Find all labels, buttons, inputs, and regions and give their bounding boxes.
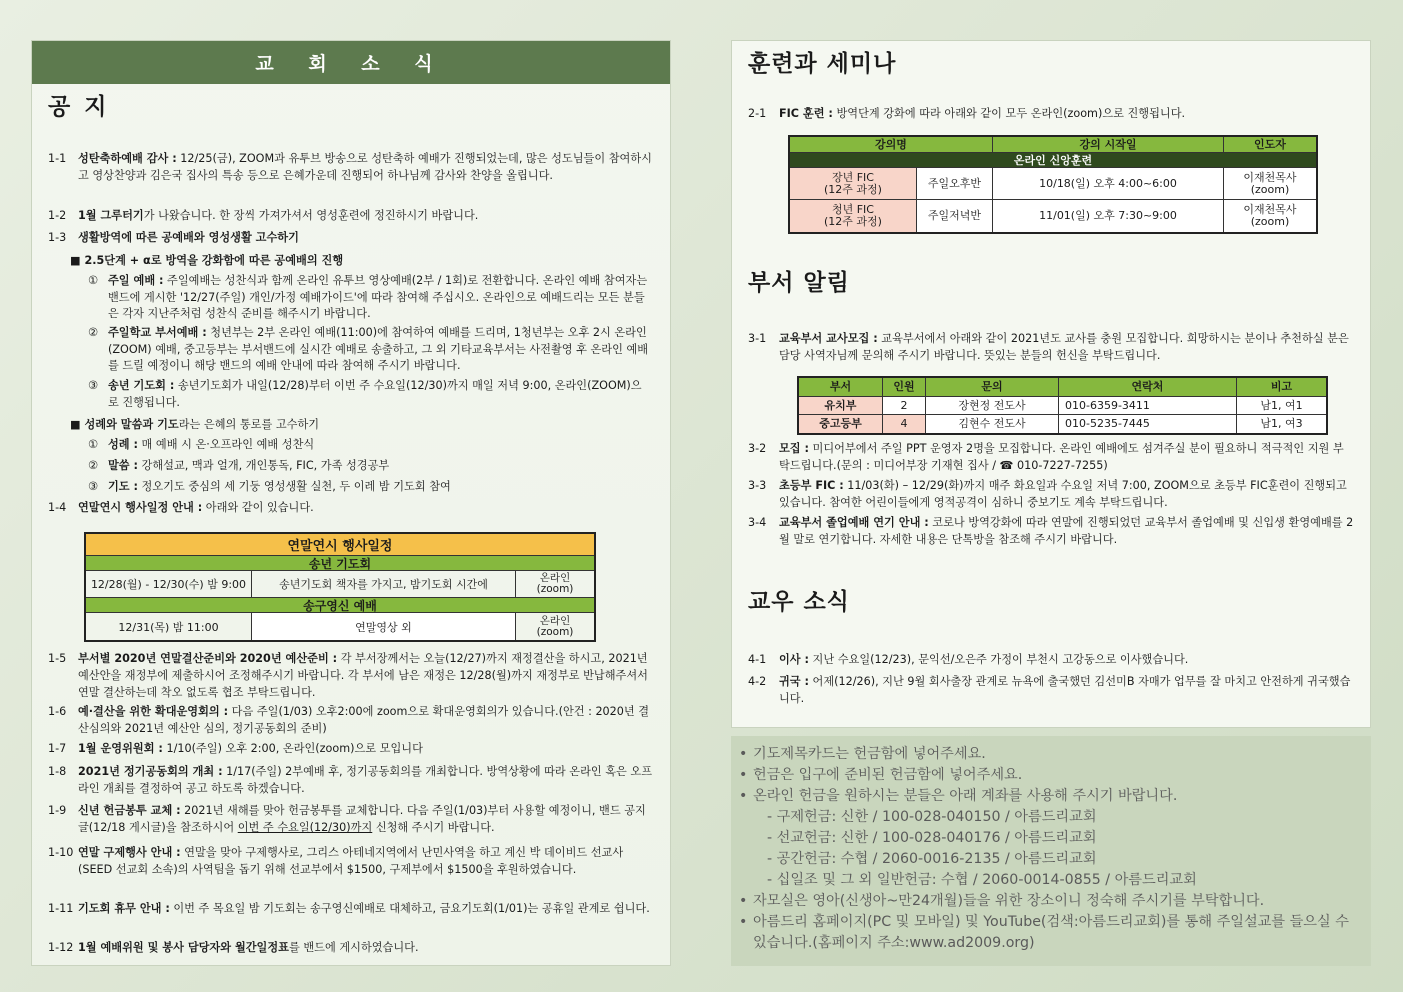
item-title: 초등부 FIC : — [779, 479, 844, 492]
circle-number: ② — [88, 326, 99, 339]
item-number: 1-3 — [48, 231, 67, 244]
notice-item — [48, 740, 654, 757]
fic-table-header — [790, 137, 1316, 153]
notice-item — [48, 703, 654, 737]
schedule-content: 연말영상 외 — [252, 613, 516, 640]
bullet-icon: • — [739, 893, 748, 909]
notice-item — [48, 207, 654, 224]
teacher-phone: 010-6359-3411 — [1059, 397, 1237, 414]
sub-item-title: 성례 : — [108, 438, 138, 451]
item-text: 가 나왔습니다. 한 장씩 가져가셔서 영성훈련에 정진하시기 바랍니다. — [143, 209, 479, 222]
item-number: 3-4 — [748, 516, 767, 529]
item-text-tail: 신청해 주시기 바랍니다. — [372, 821, 495, 834]
info-text: 헌금은 입구에 준비된 헌금함에 넣어주세요. — [753, 767, 1023, 783]
item-title: 모집 : — [779, 442, 809, 455]
info-text: 기도제목카드는 헌금함에 넣어주세요. — [753, 746, 986, 762]
year-end-schedule-table — [84, 532, 596, 642]
fic-col-leader: 인도자 — [1254, 137, 1286, 151]
schedule-date: 12/28(월) - 12/30(수) 밤 9:00 — [86, 571, 252, 597]
sub-item-text: 송년기도회가 내일(12/28)부터 이번 주 수요일(12/30)까지 매일 저녁 9:00, 온라인(ZOOM)으로 진행됩니다. — [108, 379, 642, 409]
teacher-count: 4 — [883, 415, 926, 433]
fic-leader: 이재천목사 (zoom) — [1224, 168, 1316, 199]
schedule-section: 송년 기도회 — [86, 556, 594, 571]
teacher-col-count: 인원 — [883, 378, 926, 396]
item-number: 1-5 — [48, 652, 67, 665]
item-title: 교육부서 교사모집 : — [779, 332, 878, 345]
sub-item — [88, 479, 652, 496]
sub-item-text: 청년부는 2부 온라인 예배(11:00)에 참여하여 예배를 드리며, 1청년부는 오후 2시 온라인(ZOOM) 예배, 중고등부는 부서밴드에 실시간 예배로 송출하고, 그 외 기타교육부서는 사전촬영 후 온라인 예배를 드릴 예정이니 해당 밴드의 예배 안내에 따라 참여해 주시기 바랍니다. — [108, 326, 649, 372]
dept-item — [748, 515, 1354, 548]
fic-table-row — [790, 200, 1316, 232]
item-text: 다음 주일(1/03) 오후2:00에 zoom으로 확대운영회의가 있습니다.(안건 : 2020년 결산심의와 2021년 예산안 심의, 정기공동회의 준비) — [78, 705, 650, 735]
sub-item — [88, 458, 652, 475]
item-title: 성탄축하예배 감사 : — [78, 152, 177, 165]
item-text: 2021년 새해를 맞아 헌금봉투를 교체합니다. 다음 주일(1/03)부터 사용할 예정이니, 밴드 공지글(12/18 게시글)을 참조하시어 — [78, 804, 646, 834]
teacher-contact: 장현정 전도사 — [926, 397, 1059, 414]
notice-title: 공 지 — [48, 94, 110, 120]
notice-item — [48, 650, 654, 701]
fic-leader: 이재천목사 (zoom) — [1224, 200, 1316, 232]
item-text: 를 밴드에 게시하였습니다. — [288, 941, 419, 954]
item-number: 1-9 — [48, 804, 67, 817]
circle-number: ② — [88, 459, 99, 472]
teacher-col-dept: 부서 — [799, 378, 883, 396]
item-number: 2-1 — [748, 107, 767, 120]
fic-class: 주일오후반 — [917, 168, 993, 199]
teacher-dept: 유치부 — [799, 397, 883, 414]
bullet-heading-bold: ■ 성례와 말씀과 기도 — [70, 418, 179, 431]
item-title: 이사 : — [779, 653, 809, 666]
fic-table — [788, 135, 1318, 234]
sub-item-title: 기도 : — [108, 480, 138, 493]
sub-item-title: 주일 예배 : — [108, 274, 164, 287]
bullet-heading — [70, 416, 319, 432]
item-title: 귀국 : — [779, 675, 809, 688]
item-title: 1월 운영위원회 : — [78, 742, 163, 755]
teacher-note: 남1, 여1 — [1237, 397, 1326, 414]
schedule-section: 송구영신 예배 — [86, 598, 594, 613]
dept-item — [748, 441, 1354, 474]
notice-item — [48, 499, 654, 516]
item-text: 이번 주 목요일 밤 기도회는 송구영신예배로 대체하고, 금요기도회(1/01)는 공휴일 관계로 쉽니다. — [169, 902, 650, 915]
info-text: 온라인 헌금을 원하시는 분들은 아래 계좌를 사용해 주시기 바랍니다. — [753, 788, 1178, 804]
fic-class: 주일저녁반 — [917, 200, 993, 232]
item-text: 교육부서에서 아래와 같이 2021년도 교사를 충원 모집합니다. 희망하시는 분이나 추천하실 분은 담당 사역자님께 문의해 주시기 바랍니다. 뜻있는 분들의 헌신을 부탁드립니다. — [779, 332, 1349, 362]
item-number: 1-1 — [48, 152, 67, 165]
item-title: 신년 헌금봉투 교체 : — [78, 804, 181, 817]
item-text: 각 부서장께서는 오늘(12/27)까지 재정결산을 하시고, 2021년 예산안을 재정부에 제출하시어 조정해주시기 바랍니다. 각 부서에 남은 재정은 12/28(월)까지 재정부로 반납해주셔서 연말 결산하는데 착오 없도록 협조 부탁드립니다. — [78, 652, 648, 699]
sub-item — [88, 325, 652, 375]
item-text: 어제(12/26), 지난 9월 회사출장 관계로 뉴욕에 출국했던 김선미B 자매가 업무를 잘 마치고 안전하게 귀국했습니다. — [779, 675, 1351, 705]
item-number: 4-1 — [748, 653, 767, 666]
fic-col-start: 강의 시작일 — [993, 137, 1224, 152]
training-item — [748, 106, 1354, 123]
item-text: 미디어부에서 주일 PPT 운영자 2명을 모집합니다. 온라인 예배에도 섬겨주실 분이 필요하니 적극적인 지원 부탁드립니다.(문의 : 미디어부장 기재현 집사 / ☎ 010-7227-7255) — [779, 442, 1344, 472]
members-item — [748, 674, 1354, 707]
item-title: 생활방역에 따른 공예배와 영성생활 고수하기 — [78, 231, 299, 244]
teacher-recruit-table — [797, 376, 1328, 435]
fic-course: 장년 FIC (12주 과정) — [790, 168, 917, 199]
item-title: 교육부서 졸업예배 연기 안내 : — [779, 516, 929, 529]
fic-section-label: 온라인 신앙훈련 — [1013, 154, 1093, 167]
info-line — [739, 765, 1361, 786]
schedule-date: 12/31(목) 밤 11:00 — [86, 613, 252, 640]
circle-number: ③ — [88, 480, 99, 493]
schedule-place: 온라인 (zoom) — [536, 572, 574, 595]
schedule-row — [86, 571, 594, 598]
info-text: 자모실은 영아(신생아~만24개월)들을 위한 장소이니 정숙해 주시기를 부탁합니다. — [753, 893, 1265, 909]
sub-item-text: 매 예배 시 온·오프라인 예배 성찬식 — [137, 438, 315, 451]
teacher-col-note: 비고 — [1270, 380, 1293, 393]
fic-col-course: 강의명 — [790, 137, 993, 152]
sub-item — [88, 437, 652, 454]
item-number: 3-1 — [748, 332, 767, 345]
fic-table-section — [790, 153, 1316, 168]
members-title: 교우 소식 — [748, 589, 850, 615]
account-line: - 선교헌금: 신한 / 100-028-040176 / 아름드리교회 — [767, 830, 1097, 846]
item-title: 2021년 정기공동회의 개최 : — [78, 765, 223, 778]
teacher-note: 남1, 여3 — [1237, 415, 1326, 433]
item-text: 아래와 같이 있습니다. — [202, 501, 314, 514]
item-text: 연말을 맞아 구제행사로, 그리스 아테네지역에서 난민사역을 하고 계신 박 데이비드 선교사(SEED 선교회 소속)의 사역팀을 돕기 위해 선교부에서 $1500, 구제부에서 $1500을 후원하였습니다. — [78, 846, 624, 876]
info-line — [739, 891, 1361, 912]
church-news-header: 교 회 소 식 — [32, 41, 670, 84]
schedule-row — [86, 613, 594, 640]
circle-number: ① — [88, 438, 99, 451]
item-title: 1월 예배위원 및 봉사 담당자와 월간일정표 — [78, 941, 289, 954]
teacher-col-contact: 문의 — [926, 378, 1059, 396]
item-text: 지난 수요일(12/23), 문익선/오은주 가정이 부천시 고강동으로 이사했습니다. — [808, 653, 1189, 666]
item-number: 4-2 — [748, 675, 767, 688]
bullet-icon: • — [739, 788, 748, 804]
item-title: 부서별 2020년 연말결산준비와 2020년 예산준비 : — [78, 652, 338, 665]
dept-item — [748, 331, 1354, 364]
notice-item — [48, 900, 654, 917]
sub-item — [88, 378, 652, 411]
fic-course: 청년 FIC (12주 과정) — [790, 200, 917, 232]
members-item — [748, 652, 1354, 669]
notice-item — [48, 229, 654, 246]
item-title: 연말연시 행사일정 안내 : — [78, 501, 203, 514]
fic-start: 10/18(일) 오후 4:00~6:00 — [993, 168, 1224, 199]
account-line: - 구제헌금: 신한 / 100-028-040150 / 아름드리교회 — [767, 809, 1097, 825]
sub-item-text: 주일예배는 성찬식과 함께 온라인 유투브 영상예배(2부 / 1회)로 전환합니다. 온라인 예배 참여자는 밴드에 게시한 '12/27(주일) 개인/가정 예배가이드'에 따라 참여해 주십시오. 온라인으로 예배드리는 모든 분들은 각자 지난주처럼 성찬식 준비를 해주시기 바랍니다. — [108, 274, 648, 320]
item-number: 1-6 — [48, 705, 67, 718]
teacher-contact: 김현수 전도사 — [926, 415, 1059, 433]
teacher-phone: 010-5235-7445 — [1059, 415, 1237, 433]
item-number: 1-2 — [48, 209, 67, 222]
item-number: 1-4 — [48, 501, 67, 514]
item-text: 1/10(주일) 오후 2:00, 온라인(zoom)으로 모입니다 — [162, 742, 423, 755]
item-title: 1월 그루터기 — [78, 209, 144, 222]
bullet-icon: • — [739, 767, 748, 783]
circle-number: ① — [88, 274, 99, 287]
sub-item-text: 정오기도 중심의 세 기둥 영성생활 실천, 두 이레 밤 기도회 참여 — [137, 480, 451, 493]
item-number: 1-11 — [48, 902, 74, 915]
item-deadline: 이번 주 수요일(12/30)까지 — [237, 821, 373, 834]
sub-item-title: 송년 기도회 : — [108, 379, 175, 392]
teacher-table-header — [799, 378, 1326, 397]
teacher-col-phone: 연락처 — [1059, 378, 1237, 396]
sub-item-title: 말씀 : — [108, 459, 138, 472]
notice-item — [48, 150, 654, 184]
bullet-icon: • — [739, 914, 748, 930]
schedule-content: 송년기도회 책자를 가지고, 밤기도회 시간에 — [252, 571, 516, 597]
bullet-icon: • — [739, 746, 748, 762]
item-number: 1-7 — [48, 742, 67, 755]
fic-start: 11/01(일) 오후 7:30~9:00 — [993, 200, 1224, 232]
circle-number: ③ — [88, 379, 99, 392]
info-line — [739, 912, 1361, 954]
item-title: 연말 구제행사 안내 : — [78, 846, 181, 859]
notice-item — [48, 939, 654, 956]
item-number: 3-3 — [748, 479, 767, 492]
item-text: 방역단계 강화에 따라 아래와 같이 모두 온라인(zoom)으로 진행됩니다. — [832, 107, 1186, 120]
bullet-heading: ■ 2.5단계 + α로 방역을 강화함에 따른 공예배의 진행 — [70, 254, 344, 267]
info-text: 아름드리 홈페이지(PC 및 모바일) 및 YouTube(검색:아름드리교회)를 통해 주일설교를 들으실 수 있습니다.(홈페이지 주소:www.ad2009.org) — [753, 914, 1349, 951]
sub-item-title: 주일학교 부서예배 : — [108, 326, 207, 339]
account-line: - 십일조 및 그 외 일반헌금: 수협 / 2060-0014-0855 / 아름드리교회 — [767, 872, 1197, 888]
notice-item — [48, 763, 654, 797]
info-line — [739, 744, 1361, 765]
notice-item — [48, 802, 654, 836]
bullet-heading-text: 라는 은혜의 통로를 고수하기 — [178, 418, 320, 431]
schedule-title: 연말연시 행사일정 — [86, 534, 594, 556]
info-line — [739, 786, 1361, 807]
item-number: 3-2 — [748, 442, 767, 455]
item-number: 1-10 — [48, 846, 74, 859]
notice-item — [48, 844, 654, 878]
training-title: 훈련과 세미나 — [748, 51, 897, 77]
account-line: - 공간헌금: 수협 / 2060-0016-2135 / 아름드리교회 — [767, 851, 1097, 867]
schedule-place: 온라인 (zoom) — [536, 614, 574, 638]
item-title: 예·결산을 위한 확대운영회의 : — [78, 705, 229, 718]
item-text: 코로나 방역강화에 따라 연말에 진행되었던 교육부서 졸업예배 및 신입생 환영예배를 2월 말로 연기합니다. 자세한 내용은 단톡방을 참조해 주시기 바랍니다. — [779, 516, 1354, 546]
sub-item-text: 강해설교, 맥과 얼개, 개인통독, FIC, 가족 성경공부 — [137, 459, 390, 472]
offering-info-box — [731, 736, 1371, 966]
item-number: 1-8 — [48, 765, 67, 778]
teacher-dept: 중고등부 — [799, 415, 883, 433]
fic-table-row — [790, 168, 1316, 200]
item-text: 1/17(주일) 2부예배 후, 정기공동회의를 개최합니다. 방역상황에 따라 온라인 혹은 오프라인 개최를 결정하여 공고 하도록 하겠습니다. — [78, 765, 653, 795]
teacher-table-row — [799, 415, 1326, 433]
item-text: 12/25(금), ZOOM과 유투브 방송으로 성탄축하 예배가 진행되었는데, 많은 성도님들이 참여하시고 영상찬양과 김은국 집사의 특송 등으로 은혜가운데 진행되어 하나님께 감사와 찬양을 올립니다. — [78, 152, 652, 182]
sub-item — [88, 273, 652, 323]
dept-title: 부서 알림 — [748, 270, 850, 296]
teacher-count: 2 — [883, 397, 926, 414]
dept-item — [748, 478, 1354, 511]
teacher-table-row — [799, 397, 1326, 415]
item-title: 기도회 휴무 안내 : — [78, 902, 170, 915]
item-title: FIC 훈련 : — [779, 107, 833, 120]
item-text: 11/03(화) – 12/29(화)까지 매주 화요일과 수요일 저녁 7:00, ZOOM으로 초등부 FIC훈련이 진행되고 있습니다. 참여한 어린이들에게 영적공격이 심하니 중보기도 계속 부탁드립니다. — [779, 479, 1347, 509]
item-number: 1-12 — [48, 941, 74, 954]
